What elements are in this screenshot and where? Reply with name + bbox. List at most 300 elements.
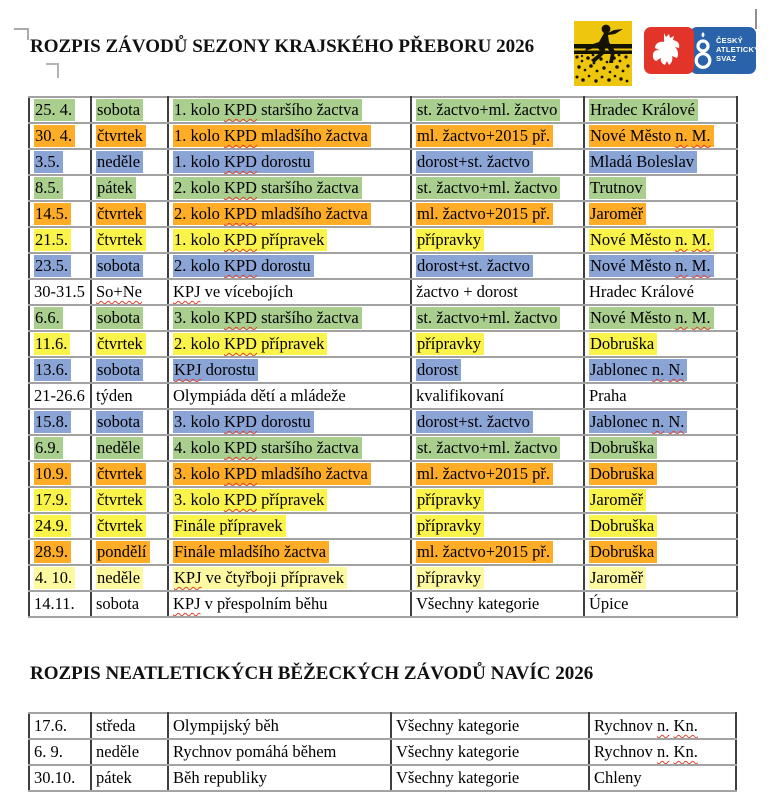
cell-date[interactable]	[29, 201, 91, 227]
cell-category[interactable]	[411, 279, 584, 305]
table-row	[29, 435, 737, 461]
cell-date[interactable]	[29, 227, 91, 253]
table-row	[29, 713, 736, 739]
cell-location[interactable]	[584, 565, 737, 591]
table-row	[29, 253, 737, 279]
cell-text: st. žactvo+ml. žactvo	[416, 307, 560, 329]
cell-text: Hradec Králové	[589, 282, 694, 301]
cell-event[interactable]	[168, 513, 411, 539]
cell-text: sobota	[96, 307, 143, 329]
cell-text: 1. kolo KPD přípravek	[173, 229, 327, 251]
cas-red-panel	[644, 27, 694, 74]
cell-day[interactable]	[91, 97, 168, 123]
cell-location[interactable]	[584, 97, 737, 123]
cell-text: čtvrtek	[96, 489, 146, 511]
cell-date[interactable]	[29, 565, 91, 591]
cell-text: Jaroměř	[589, 567, 646, 589]
cell-text: 3. kolo KPD mladšího žactva	[173, 463, 371, 485]
misspelled-word: n.	[675, 126, 688, 145]
misspelled-word: KPJ	[173, 594, 201, 613]
misspelled-word: n.	[657, 742, 670, 761]
cell-text: Rychnov n. Kn.	[594, 716, 698, 735]
cell-text: 30-31.5	[34, 282, 85, 301]
cell-date[interactable]	[29, 765, 91, 791]
cell-text: týden	[96, 386, 133, 405]
table-row	[29, 279, 737, 305]
cell-event[interactable]	[168, 461, 411, 487]
cell-text: 6. 9.	[34, 742, 63, 761]
misspelled-word: KPD	[223, 100, 257, 119]
table-row	[29, 149, 737, 175]
cell-location[interactable]	[584, 409, 737, 435]
cell-event[interactable]	[168, 175, 411, 201]
cell-text: 1. kolo KPD mladšího žactva	[173, 125, 371, 147]
cell-text: 2. kolo KPD staršího žactva	[173, 177, 362, 199]
table-row	[29, 409, 737, 435]
cell-text: 1. kolo KPD dorostu	[173, 151, 314, 173]
cell-text: čtvrtek	[96, 229, 146, 251]
misspelled-word: M.	[691, 308, 711, 327]
table-row	[29, 227, 737, 253]
cell-text: 4. 10.	[34, 567, 75, 589]
table-row	[29, 765, 736, 791]
cell-location[interactable]	[584, 357, 737, 383]
cell-text: přípravky	[416, 489, 484, 511]
cell-text: přípravky	[416, 567, 484, 589]
misspelled-word: KPD	[223, 152, 257, 171]
misspelled-word: M.	[691, 126, 711, 145]
cell-day[interactable]	[91, 739, 168, 765]
cell-text: kvalifikovaní	[416, 386, 504, 405]
misspelled-word: KPJ	[174, 568, 202, 587]
table-row	[29, 461, 737, 487]
cell-text: sobota	[96, 99, 143, 121]
cell-text: 6.9.	[34, 437, 63, 459]
cell-category[interactable]	[411, 253, 584, 279]
misspelled-word: M.	[691, 230, 711, 249]
cell-date[interactable]	[29, 435, 91, 461]
cell-text: neděle	[96, 567, 143, 589]
cell-event[interactable]	[168, 739, 391, 765]
schedule-table	[28, 96, 738, 618]
cell-text: Praha	[589, 386, 627, 405]
cell-text: 1. kolo KPD staršího žactva	[173, 99, 362, 121]
cell-day[interactable]	[91, 201, 168, 227]
cell-location[interactable]	[584, 435, 737, 461]
cell-text: dorost+st. žactvo	[416, 255, 533, 277]
cell-text: 2. kolo KPD dorostu	[173, 255, 314, 277]
cell-date[interactable]	[29, 331, 91, 357]
cell-text: Finále mladšího žactva	[173, 541, 329, 563]
misspelled-word: N.	[668, 360, 685, 379]
cell-event[interactable]	[168, 227, 411, 253]
cell-text: Nové Město n. M.	[589, 229, 714, 251]
cell-location[interactable]	[584, 123, 737, 149]
cell-text: 14.11.	[34, 594, 75, 613]
cell-category[interactable]	[411, 461, 584, 487]
cell-location[interactable]	[584, 253, 737, 279]
misspelled-word: KPD	[223, 308, 257, 327]
cell-text: Olympijský běh	[173, 716, 279, 735]
cell-event[interactable]	[168, 305, 411, 331]
section2-title[interactable]: ROZPIS NEATLETICKÝCH BĚŽECKÝCH ZÁVODŮ NAVÍC 2026	[30, 663, 594, 684]
misspelled-word: n.	[657, 716, 670, 735]
cell-text: přípravky	[416, 229, 484, 251]
cas-logo-wordmark	[716, 36, 759, 63]
cell-day[interactable]	[91, 435, 168, 461]
cell-text: neděle	[96, 742, 140, 761]
cell-text: pátek	[96, 768, 132, 787]
cell-category[interactable]	[411, 435, 584, 461]
cell-category[interactable]	[411, 175, 584, 201]
cell-text: Všechny kategorie	[396, 768, 520, 787]
table-row	[29, 201, 737, 227]
cell-event[interactable]	[168, 357, 411, 383]
cell-location[interactable]	[589, 739, 736, 765]
cell-text: pondělí	[96, 541, 150, 563]
cell-day[interactable]	[91, 253, 168, 279]
cell-text: dorost+st. žactvo	[416, 151, 533, 173]
cell-category[interactable]	[411, 539, 584, 565]
cell-text: 3.5.	[34, 151, 63, 173]
cell-category[interactable]	[411, 357, 584, 383]
cell-category[interactable]	[411, 97, 584, 123]
table-row	[29, 739, 736, 765]
cell-date[interactable]	[29, 513, 91, 539]
cell-text: 15.8.	[34, 411, 71, 433]
cell-event[interactable]	[168, 149, 411, 175]
cell-text: Dobruška	[589, 515, 657, 537]
cell-day[interactable]	[91, 357, 168, 383]
cell-location[interactable]	[584, 227, 737, 253]
cell-day[interactable]	[91, 765, 168, 791]
athlete-figure-eight-icon	[692, 31, 714, 71]
cell-text: st. žactvo+ml. žactvo	[416, 177, 560, 199]
cell-day[interactable]	[91, 461, 168, 487]
cell-event[interactable]	[168, 409, 411, 435]
cell-text: středa	[96, 716, 136, 735]
cell-text: Běh republiky	[173, 768, 267, 787]
cell-location[interactable]	[584, 487, 737, 513]
cell-category[interactable]	[411, 331, 584, 357]
cell-date[interactable]	[29, 461, 91, 487]
cell-location[interactable]	[584, 331, 737, 357]
cell-text: 3. kolo KPD dorostu	[173, 411, 314, 433]
cell-text: Nové Město n. M.	[589, 255, 714, 277]
cell-text: sobota	[96, 359, 143, 381]
cell-day[interactable]	[91, 331, 168, 357]
cell-event[interactable]	[168, 591, 411, 617]
misspelled-word: KPD	[223, 490, 257, 509]
cell-text: Rychnov pomáhá během	[173, 742, 337, 761]
cell-text: Finále přípravek	[173, 515, 286, 537]
cell-text: Nové Město n. M.	[589, 125, 714, 147]
margin-crop-mark-body	[46, 63, 59, 78]
cell-text: Dobruška	[589, 463, 657, 485]
cell-category[interactable]	[411, 123, 584, 149]
misspelled-word: KPD	[223, 178, 257, 197]
cell-text: neděle	[96, 437, 143, 459]
czech-lion-icon	[653, 33, 679, 65]
cell-text: 21.5.	[34, 229, 71, 251]
cell-location[interactable]	[584, 279, 737, 305]
cell-text: Dobruška	[589, 437, 657, 459]
cell-text: Nové Město n. M.	[589, 307, 714, 329]
cell-date[interactable]	[29, 149, 91, 175]
cell-location[interactable]	[584, 513, 737, 539]
cell-text: dorost+st. žactvo	[416, 411, 533, 433]
cell-text: Jaroměř	[589, 203, 646, 225]
extra-races-table	[28, 712, 737, 792]
cell-text: Úpice	[589, 594, 629, 613]
cell-day[interactable]	[91, 175, 168, 201]
cell-event[interactable]	[168, 713, 391, 739]
cell-text: sobota	[96, 411, 143, 433]
cell-location[interactable]	[589, 765, 736, 791]
cell-date[interactable]	[29, 175, 91, 201]
misspelled-word: KPD	[223, 412, 257, 431]
cell-text: Dobruška	[589, 333, 657, 355]
cell-category[interactable]	[411, 383, 584, 409]
cell-category[interactable]	[411, 227, 584, 253]
cell-date[interactable]	[29, 539, 91, 565]
cell-text: Všechny kategorie	[396, 742, 520, 761]
cell-text	[96, 282, 142, 302]
cell-day[interactable]	[91, 383, 168, 409]
czech-athletics-federation-logo[interactable]	[644, 27, 760, 74]
cas-text-line1: ČESKÝ	[716, 36, 743, 45]
misspelled-word: N.	[668, 412, 685, 431]
misspelled-word: n.	[675, 256, 688, 275]
cell-date[interactable]	[29, 253, 91, 279]
misspelled-word: Kn.	[673, 742, 698, 761]
cell-day[interactable]	[91, 305, 168, 331]
cell-day[interactable]	[91, 591, 168, 617]
cell-date[interactable]	[29, 591, 91, 617]
cell-location[interactable]	[584, 149, 737, 175]
cas-text-line3: SVAZ	[716, 54, 737, 63]
cell-day[interactable]	[91, 513, 168, 539]
table-row	[29, 383, 737, 409]
cell-day[interactable]	[91, 539, 168, 565]
cell-location[interactable]	[584, 305, 737, 331]
cell-location[interactable]	[584, 175, 737, 201]
misspelled-word: KPD	[223, 464, 257, 483]
cell-category[interactable]	[411, 487, 584, 513]
cell-event[interactable]	[168, 201, 411, 227]
cell-date[interactable]	[29, 409, 91, 435]
cell-text: Jablonec n. N.	[589, 411, 687, 433]
cell-location[interactable]	[584, 383, 737, 409]
text-cursor	[755, 9, 757, 29]
cell-day[interactable]	[91, 279, 168, 305]
misspelled-word: KPJ	[173, 282, 201, 301]
cell-text: ml. žactvo+2015 př.	[416, 203, 553, 225]
cell-date[interactable]	[29, 383, 91, 409]
cell-event[interactable]	[168, 435, 411, 461]
misspelled-word: n.	[651, 412, 665, 431]
cell-event[interactable]	[168, 331, 411, 357]
cell-text: Jablonec n. N.	[589, 359, 687, 381]
cell-text: 13.6.	[34, 359, 71, 381]
cell-text: Dobruška	[589, 541, 657, 563]
cell-text: Rychnov n. Kn.	[594, 742, 698, 761]
cell-text: 23.5.	[34, 255, 71, 277]
cell-text: Trutnov	[589, 177, 646, 199]
cell-date[interactable]	[29, 357, 91, 383]
misspelled-word: KPD	[223, 204, 257, 223]
cell-text: čtvrtek	[96, 203, 146, 225]
cell-text: čtvrtek	[96, 463, 146, 485]
cell-category[interactable]	[391, 765, 589, 791]
cell-text: KPJ ve čtyřboji přípravek	[173, 567, 347, 589]
cell-text: přípravky	[416, 333, 484, 355]
cell-location[interactable]	[584, 539, 737, 565]
cell-text: st. žactvo+ml. žactvo	[416, 437, 560, 459]
cell-text: dorost	[416, 359, 461, 381]
table-row	[29, 357, 737, 383]
cell-location[interactable]	[584, 591, 737, 617]
cell-event[interactable]	[168, 765, 391, 791]
cell-text: pátek	[96, 177, 136, 199]
cell-text: KPJ ve vícebojích	[173, 282, 294, 301]
cell-category[interactable]	[411, 565, 584, 591]
cell-text: KPJ v přespolním běhu	[173, 594, 328, 613]
cell-text: přípravky	[416, 515, 484, 537]
cell-event[interactable]	[168, 565, 411, 591]
cell-text: 14.5.	[34, 203, 71, 225]
misspelled-word: KPD	[223, 256, 257, 275]
cell-text: čtvrtek	[96, 125, 146, 147]
cell-category[interactable]	[391, 713, 589, 739]
cell-text: Všechny kategorie	[416, 594, 540, 613]
cell-day[interactable]	[91, 409, 168, 435]
cell-date[interactable]	[29, 713, 91, 739]
table-row	[29, 591, 737, 617]
cell-date[interactable]	[29, 123, 91, 149]
cell-text: 3. kolo KPD přípravek	[173, 489, 327, 511]
cell-text: sobota	[96, 255, 143, 277]
cell-category[interactable]	[411, 591, 584, 617]
cell-event[interactable]	[168, 279, 411, 305]
cell-day[interactable]	[91, 487, 168, 513]
misspelled-word: So+Ne	[96, 282, 142, 301]
cell-text: 6.6.	[34, 307, 63, 329]
cas-text-line2: ATLETICKÝ	[716, 45, 760, 54]
misspelled-word: KPD	[223, 230, 257, 249]
cell-event[interactable]	[168, 383, 411, 409]
cell-text: 4. kolo KPD staršího žactva	[173, 437, 362, 459]
cell-text: 2. kolo KPD přípravek	[173, 333, 327, 355]
cell-text: 21-26.6	[34, 386, 85, 405]
cell-text: Hradec Králové	[589, 99, 698, 121]
cell-text: sobota	[96, 594, 140, 613]
cell-text: Olympiáda dětí a mládeže	[173, 386, 346, 405]
table-row	[29, 97, 737, 123]
table-row	[29, 175, 737, 201]
cell-category[interactable]	[411, 201, 584, 227]
cell-category[interactable]	[411, 513, 584, 539]
cell-text: čtvrtek	[96, 515, 146, 537]
misspelled-word: KPJ	[174, 360, 202, 379]
cell-location[interactable]	[589, 713, 736, 739]
cell-text: žactvo + dorost	[416, 282, 518, 301]
cell-text: 10.9.	[34, 463, 71, 485]
misspelled-word: KPD	[223, 334, 257, 353]
cell-text: 17.6.	[34, 716, 67, 735]
misspelled-word: n.	[675, 308, 688, 327]
cell-day[interactable]	[91, 565, 168, 591]
cell-text: ml. žactvo+2015 př.	[416, 125, 553, 147]
cell-category[interactable]	[411, 149, 584, 175]
misspelled-word: Kn.	[673, 716, 698, 735]
table-row	[29, 513, 737, 539]
misspelled-word: KPD	[223, 438, 257, 457]
cell-text: 25. 4.	[34, 99, 75, 121]
cell-text: neděle	[96, 151, 143, 173]
cell-text: Všechny kategorie	[396, 716, 520, 735]
cell-text: Jaroměř	[589, 489, 646, 511]
table-row	[29, 565, 737, 591]
cell-text: 24.9.	[34, 515, 71, 537]
cell-location[interactable]	[584, 461, 737, 487]
cell-event[interactable]	[168, 253, 411, 279]
cell-event[interactable]	[168, 97, 411, 123]
cell-category[interactable]	[391, 739, 589, 765]
cell-text: ml. žactvo+2015 př.	[416, 463, 553, 485]
cell-event[interactable]	[168, 487, 411, 513]
table-row	[29, 123, 737, 149]
cell-text: 30. 4.	[34, 125, 75, 147]
page-title[interactable]: ROZPIS ZÁVODŮ SEZONY KRAJSKÉHO PŘEBORU 2026	[30, 36, 535, 57]
cell-date[interactable]	[29, 487, 91, 513]
cell-text: Chleny	[594, 768, 642, 787]
cell-text: 3. kolo KPD staršího žactva	[173, 307, 362, 329]
cell-text: 11.6.	[34, 333, 70, 355]
cell-date[interactable]	[29, 305, 91, 331]
cell-day[interactable]	[91, 149, 168, 175]
cell-text: KPJ dorostu	[173, 359, 258, 381]
cell-day[interactable]	[91, 227, 168, 253]
table-row	[29, 331, 737, 357]
misspelled-word: n.	[651, 360, 665, 379]
margin-crop-mark-top	[14, 28, 29, 40]
cell-category[interactable]	[411, 305, 584, 331]
cell-text: 28.9.	[34, 541, 71, 563]
cell-text: 30.10.	[34, 768, 76, 787]
cell-event[interactable]	[168, 539, 411, 565]
cell-text: ml. žactvo+2015 př.	[416, 541, 553, 563]
cell-text: 2. kolo KPD mladšího žactva	[173, 203, 371, 225]
cell-day[interactable]	[91, 713, 168, 739]
cell-date[interactable]	[29, 279, 91, 305]
cell-text: 17.9.	[34, 489, 71, 511]
table-row	[29, 487, 737, 513]
cell-date[interactable]	[29, 739, 91, 765]
cell-location[interactable]	[584, 201, 737, 227]
cell-day[interactable]	[91, 123, 168, 149]
cell-text: 8.5.	[34, 177, 63, 199]
athletics-club-runner-logo[interactable]	[574, 21, 632, 86]
cell-text: st. žactvo+ml. žactvo	[416, 99, 560, 121]
cell-text: Mladá Boleslav	[589, 151, 697, 173]
cell-event[interactable]	[168, 123, 411, 149]
cell-text: čtvrtek	[96, 333, 146, 355]
misspelled-word: KPD	[223, 126, 257, 145]
cell-category[interactable]	[411, 409, 584, 435]
cell-date[interactable]	[29, 97, 91, 123]
misspelled-word: n.	[675, 230, 688, 249]
